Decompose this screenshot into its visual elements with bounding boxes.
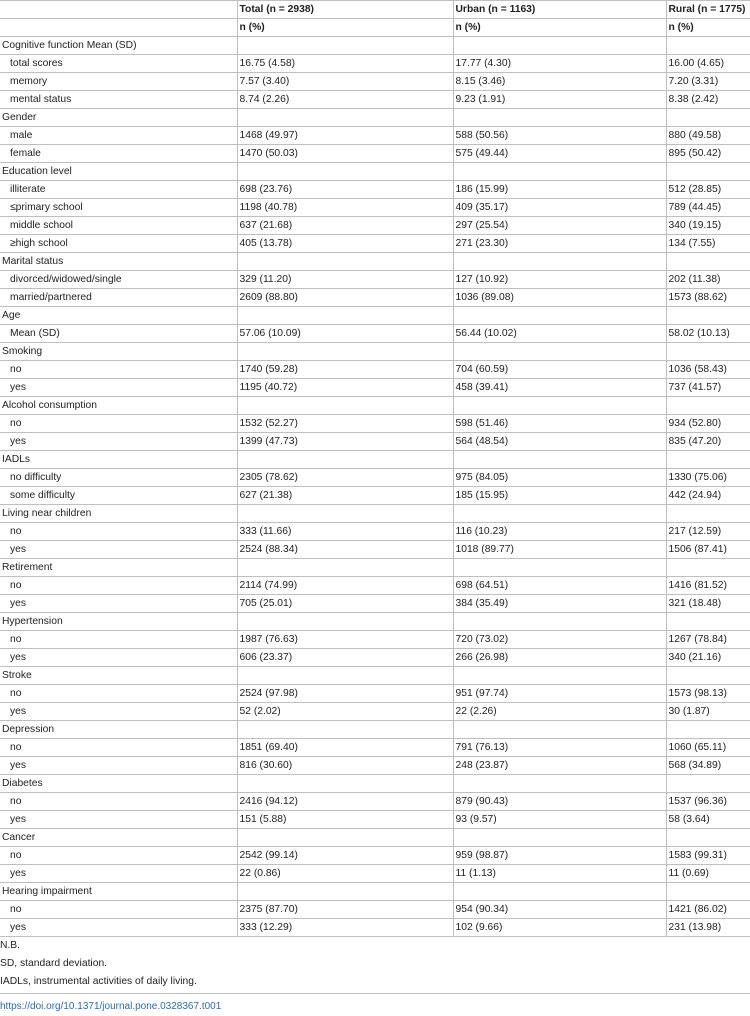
cell-total: 2416 (94.12) bbox=[237, 793, 453, 811]
cell-urban bbox=[453, 667, 666, 685]
row-label: no bbox=[0, 361, 237, 379]
cell-total bbox=[237, 829, 453, 847]
table-row bbox=[0, 271, 750, 289]
cell-rural bbox=[666, 667, 750, 685]
table-row bbox=[0, 91, 750, 109]
cell-rural: 789 (44.45) bbox=[666, 199, 750, 217]
table-group-row bbox=[0, 721, 750, 739]
group-label: Hearing impairment bbox=[0, 883, 237, 901]
cell-urban: 9.23 (1.91) bbox=[453, 91, 666, 109]
row-label: no bbox=[0, 901, 237, 919]
cell-total bbox=[237, 721, 453, 739]
cell-total: 52 (2.02) bbox=[237, 703, 453, 721]
cell-total bbox=[237, 775, 453, 793]
cell-total bbox=[237, 505, 453, 523]
cell-total bbox=[237, 109, 453, 127]
cell-total: 1470 (50.03) bbox=[237, 145, 453, 163]
cell-rural: 231 (13.98) bbox=[666, 919, 750, 937]
cell-rural: 11 (0.69) bbox=[666, 865, 750, 883]
table-row bbox=[0, 685, 750, 703]
cell-rural: 1583 (99.31) bbox=[666, 847, 750, 865]
cell-total: 698 (23.76) bbox=[237, 181, 453, 199]
table-row bbox=[0, 469, 750, 487]
group-label: Retirement bbox=[0, 559, 237, 577]
group-label: Smoking bbox=[0, 343, 237, 361]
row-label: some difficulty bbox=[0, 487, 237, 505]
cell-total bbox=[237, 613, 453, 631]
cell-total bbox=[237, 307, 453, 325]
cell-urban bbox=[453, 613, 666, 631]
table-row bbox=[0, 73, 750, 91]
cell-urban: 588 (50.56) bbox=[453, 127, 666, 145]
table-row bbox=[0, 289, 750, 307]
cell-rural bbox=[666, 883, 750, 901]
row-label: ≤primary school bbox=[0, 199, 237, 217]
cell-urban bbox=[453, 37, 666, 55]
note-sd: SD, standard deviation. bbox=[0, 958, 108, 969]
row-label: Mean (SD) bbox=[0, 325, 237, 343]
cell-rural bbox=[666, 343, 750, 361]
cell-urban: 1018 (89.77) bbox=[453, 541, 666, 559]
cell-urban: 951 (97.74) bbox=[453, 685, 666, 703]
row-label: male bbox=[0, 127, 237, 145]
cell-rural: 58.02 (10.13) bbox=[666, 325, 750, 343]
cell-urban: 720 (73.02) bbox=[453, 631, 666, 649]
table-row bbox=[0, 55, 750, 73]
cell-rural: 1573 (88.62) bbox=[666, 289, 750, 307]
cell-total: 1987 (76.63) bbox=[237, 631, 453, 649]
table-group-row bbox=[0, 397, 750, 415]
table-row bbox=[0, 901, 750, 919]
cell-urban bbox=[453, 253, 666, 271]
row-label: no bbox=[0, 739, 237, 757]
table-group-row bbox=[0, 505, 750, 523]
row-label: yes bbox=[0, 919, 237, 937]
cell-urban: 384 (35.49) bbox=[453, 595, 666, 613]
table-group-row bbox=[0, 667, 750, 685]
cell-rural: 895 (50.42) bbox=[666, 145, 750, 163]
cell-urban bbox=[453, 505, 666, 523]
cell-total: 329 (11.20) bbox=[237, 271, 453, 289]
cell-rural: 1506 (87.41) bbox=[666, 541, 750, 559]
cell-rural: 321 (18.48) bbox=[666, 595, 750, 613]
cell-total bbox=[237, 559, 453, 577]
cell-rural: 568 (34.89) bbox=[666, 757, 750, 775]
cell-urban: 954 (90.34) bbox=[453, 901, 666, 919]
cell-rural: 7.20 (3.31) bbox=[666, 73, 750, 91]
row-label: no bbox=[0, 415, 237, 433]
subheader-cell: n (%) bbox=[666, 19, 750, 37]
cell-total: 2524 (97.98) bbox=[237, 685, 453, 703]
cell-total: 151 (5.88) bbox=[237, 811, 453, 829]
table-row bbox=[0, 217, 750, 235]
cell-total bbox=[237, 253, 453, 271]
cell-total: 2375 (87.70) bbox=[237, 901, 453, 919]
cell-urban: 266 (26.98) bbox=[453, 649, 666, 667]
cell-total: 333 (12.29) bbox=[237, 919, 453, 937]
table-row bbox=[0, 127, 750, 145]
cell-urban: 791 (76.13) bbox=[453, 739, 666, 757]
cell-total: 1468 (49.97) bbox=[237, 127, 453, 145]
cell-total bbox=[237, 451, 453, 469]
row-label: yes bbox=[0, 703, 237, 721]
row-label: ≥high school bbox=[0, 235, 237, 253]
subheader-cell bbox=[0, 19, 237, 37]
cell-rural: 1036 (58.43) bbox=[666, 361, 750, 379]
cell-urban bbox=[453, 775, 666, 793]
row-label: married/partnered bbox=[0, 289, 237, 307]
table-row bbox=[0, 631, 750, 649]
cell-total: 1195 (40.72) bbox=[237, 379, 453, 397]
cell-urban: 698 (64.51) bbox=[453, 577, 666, 595]
group-label: Education level bbox=[0, 163, 237, 181]
table-row bbox=[0, 181, 750, 199]
cell-total: 627 (21.38) bbox=[237, 487, 453, 505]
cell-total: 22 (0.86) bbox=[237, 865, 453, 883]
cell-rural: 202 (11.38) bbox=[666, 271, 750, 289]
cell-urban: 975 (84.05) bbox=[453, 469, 666, 487]
cell-rural bbox=[666, 307, 750, 325]
table-group-row bbox=[0, 307, 750, 325]
cell-rural bbox=[666, 775, 750, 793]
cell-total: 1532 (52.27) bbox=[237, 415, 453, 433]
cell-urban: 116 (10.23) bbox=[453, 523, 666, 541]
cell-total: 2542 (99.14) bbox=[237, 847, 453, 865]
cell-rural bbox=[666, 721, 750, 739]
cell-total: 2114 (74.99) bbox=[237, 577, 453, 595]
table-row bbox=[0, 919, 750, 937]
row-label: yes bbox=[0, 379, 237, 397]
cell-urban: 598 (51.46) bbox=[453, 415, 666, 433]
cell-urban: 11 (1.13) bbox=[453, 865, 666, 883]
cell-rural: 835 (47.20) bbox=[666, 433, 750, 451]
row-label: total scores bbox=[0, 55, 237, 73]
cell-rural bbox=[666, 559, 750, 577]
row-label: memory bbox=[0, 73, 237, 91]
group-label: Cancer bbox=[0, 829, 237, 847]
row-label: middle school bbox=[0, 217, 237, 235]
cell-total: 8.74 (2.26) bbox=[237, 91, 453, 109]
cell-rural: 217 (12.59) bbox=[666, 523, 750, 541]
row-label: yes bbox=[0, 865, 237, 883]
cell-rural: 1573 (98.13) bbox=[666, 685, 750, 703]
subheader-cell: n (%) bbox=[237, 19, 453, 37]
row-label: yes bbox=[0, 757, 237, 775]
row-label: mental status bbox=[0, 91, 237, 109]
table-group-row bbox=[0, 613, 750, 631]
cell-urban bbox=[453, 343, 666, 361]
row-label: no bbox=[0, 685, 237, 703]
table-row bbox=[0, 577, 750, 595]
cell-total: 405 (13.78) bbox=[237, 235, 453, 253]
group-label: Gender bbox=[0, 109, 237, 127]
cell-urban: 127 (10.92) bbox=[453, 271, 666, 289]
cell-urban: 575 (49.44) bbox=[453, 145, 666, 163]
table-group-row bbox=[0, 559, 750, 577]
header-row bbox=[0, 1, 750, 19]
table-row bbox=[0, 379, 750, 397]
cell-total: 1399 (47.73) bbox=[237, 433, 453, 451]
row-label: female bbox=[0, 145, 237, 163]
cell-urban bbox=[453, 163, 666, 181]
cell-total: 7.57 (3.40) bbox=[237, 73, 453, 91]
cell-total bbox=[237, 37, 453, 55]
cell-rural: 512 (28.85) bbox=[666, 181, 750, 199]
cell-urban bbox=[453, 307, 666, 325]
cell-urban bbox=[453, 829, 666, 847]
table-row bbox=[0, 649, 750, 667]
header-cell bbox=[0, 1, 237, 19]
table-row bbox=[0, 325, 750, 343]
cell-rural: 934 (52.80) bbox=[666, 415, 750, 433]
table-row bbox=[0, 595, 750, 613]
cell-rural: 1421 (86.02) bbox=[666, 901, 750, 919]
cell-rural: 1060 (65.11) bbox=[666, 739, 750, 757]
cell-urban: 959 (98.87) bbox=[453, 847, 666, 865]
cell-rural: 442 (24.94) bbox=[666, 487, 750, 505]
header-total: Total (n = 2938) bbox=[237, 1, 453, 19]
table-body bbox=[0, 37, 750, 937]
group-label: Stroke bbox=[0, 667, 237, 685]
cell-urban: 704 (60.59) bbox=[453, 361, 666, 379]
subheader-row bbox=[0, 19, 750, 37]
cell-rural: 30 (1.87) bbox=[666, 703, 750, 721]
cell-rural bbox=[666, 505, 750, 523]
cell-total: 1198 (40.78) bbox=[237, 199, 453, 217]
table-group-row bbox=[0, 253, 750, 271]
cell-total: 333 (11.66) bbox=[237, 523, 453, 541]
cell-urban bbox=[453, 721, 666, 739]
cell-total: 2524 (88.34) bbox=[237, 541, 453, 559]
row-label: no bbox=[0, 523, 237, 541]
cell-rural bbox=[666, 829, 750, 847]
row-label: yes bbox=[0, 595, 237, 613]
cell-total: 57.06 (10.09) bbox=[237, 325, 453, 343]
cell-rural: 1330 (75.06) bbox=[666, 469, 750, 487]
cell-urban: 248 (23.87) bbox=[453, 757, 666, 775]
table-row bbox=[0, 811, 750, 829]
cell-urban bbox=[453, 559, 666, 577]
cell-rural: 134 (7.55) bbox=[666, 235, 750, 253]
cell-rural: 1537 (96.36) bbox=[666, 793, 750, 811]
table-row bbox=[0, 739, 750, 757]
group-label: Living near children bbox=[0, 505, 237, 523]
note-nb: N.B. bbox=[0, 940, 21, 951]
table-row bbox=[0, 199, 750, 217]
cell-urban: 8.15 (3.46) bbox=[453, 73, 666, 91]
cell-rural: 340 (21.16) bbox=[666, 649, 750, 667]
cell-total bbox=[237, 883, 453, 901]
cell-urban: 271 (23.30) bbox=[453, 235, 666, 253]
cell-total: 606 (23.37) bbox=[237, 649, 453, 667]
cell-total: 2305 (78.62) bbox=[237, 469, 453, 487]
table-group-row bbox=[0, 829, 750, 847]
cell-total bbox=[237, 163, 453, 181]
table-row bbox=[0, 361, 750, 379]
table-group-row bbox=[0, 451, 750, 469]
group-label: Alcohol consumption bbox=[0, 397, 237, 415]
cell-total: 637 (21.68) bbox=[237, 217, 453, 235]
cell-rural bbox=[666, 451, 750, 469]
group-label: Depression bbox=[0, 721, 237, 739]
cell-rural: 1416 (81.52) bbox=[666, 577, 750, 595]
cell-rural bbox=[666, 109, 750, 127]
cell-rural: 880 (49.58) bbox=[666, 127, 750, 145]
group-label: Marital status bbox=[0, 253, 237, 271]
table-row bbox=[0, 487, 750, 505]
table-group-row bbox=[0, 109, 750, 127]
cell-rural: 340 (19.15) bbox=[666, 217, 750, 235]
cell-urban: 409 (35.17) bbox=[453, 199, 666, 217]
table-row bbox=[0, 145, 750, 163]
cell-rural: 737 (41.57) bbox=[666, 379, 750, 397]
row-label: no bbox=[0, 577, 237, 595]
cell-rural: 16.00 (4.65) bbox=[666, 55, 750, 73]
group-label: Hypertension bbox=[0, 613, 237, 631]
cell-urban: 185 (15.95) bbox=[453, 487, 666, 505]
cell-rural bbox=[666, 163, 750, 181]
cell-urban: 22 (2.26) bbox=[453, 703, 666, 721]
cell-urban: 186 (15.99) bbox=[453, 181, 666, 199]
table-group-row bbox=[0, 37, 750, 55]
note-iadls: IADLs, instrumental activities of daily living. bbox=[0, 976, 197, 987]
table-row bbox=[0, 703, 750, 721]
cell-total bbox=[237, 343, 453, 361]
cell-urban: 17.77 (4.30) bbox=[453, 55, 666, 73]
table-group-row bbox=[0, 883, 750, 901]
cell-rural bbox=[666, 37, 750, 55]
cell-total: 705 (25.01) bbox=[237, 595, 453, 613]
cell-rural bbox=[666, 397, 750, 415]
cell-total: 816 (30.60) bbox=[237, 757, 453, 775]
cell-urban bbox=[453, 451, 666, 469]
table-row bbox=[0, 757, 750, 775]
row-label: illiterate bbox=[0, 181, 237, 199]
cell-urban: 93 (9.57) bbox=[453, 811, 666, 829]
table-notes bbox=[0, 937, 750, 1016]
cell-rural bbox=[666, 613, 750, 631]
cell-rural: 58 (3.64) bbox=[666, 811, 750, 829]
table-group-row bbox=[0, 163, 750, 181]
cell-urban: 56.44 (10.02) bbox=[453, 325, 666, 343]
table-row bbox=[0, 847, 750, 865]
table-row bbox=[0, 415, 750, 433]
cell-urban: 297 (25.54) bbox=[453, 217, 666, 235]
table-row bbox=[0, 523, 750, 541]
cell-total: 2609 (88.80) bbox=[237, 289, 453, 307]
table-group-row bbox=[0, 343, 750, 361]
table-row bbox=[0, 865, 750, 883]
row-label: no bbox=[0, 847, 237, 865]
header-rural: Rural (n = 1775) bbox=[666, 1, 750, 19]
table-row bbox=[0, 235, 750, 253]
cell-rural: 1267 (78.84) bbox=[666, 631, 750, 649]
cell-total bbox=[237, 667, 453, 685]
cell-urban bbox=[453, 397, 666, 415]
cell-urban: 1036 (89.08) bbox=[453, 289, 666, 307]
group-label: Cognitive function Mean (SD) bbox=[0, 37, 237, 55]
cell-total: 1740 (59.28) bbox=[237, 361, 453, 379]
row-label: no bbox=[0, 793, 237, 811]
group-label: IADLs bbox=[0, 451, 237, 469]
cell-total: 16.75 (4.58) bbox=[237, 55, 453, 73]
cell-rural: 8.38 (2.42) bbox=[666, 91, 750, 109]
header-urban: Urban (n = 1163) bbox=[453, 1, 666, 19]
subheader-cell: n (%) bbox=[453, 19, 666, 37]
row-label: yes bbox=[0, 649, 237, 667]
table-group-row bbox=[0, 775, 750, 793]
row-label: yes bbox=[0, 811, 237, 829]
doi-link[interactable]: https://doi.org/10.1371/journal.pone.0328367.t001 bbox=[0, 1001, 222, 1012]
table-row bbox=[0, 793, 750, 811]
cell-total: 1851 (69.40) bbox=[237, 739, 453, 757]
row-label: divorced/widowed/single bbox=[0, 271, 237, 289]
doi-line bbox=[0, 993, 750, 1016]
group-label: Age bbox=[0, 307, 237, 325]
cell-urban: 102 (9.66) bbox=[453, 919, 666, 937]
cell-urban: 458 (39.41) bbox=[453, 379, 666, 397]
cell-total bbox=[237, 397, 453, 415]
cell-rural bbox=[666, 253, 750, 271]
cell-urban bbox=[453, 109, 666, 127]
row-label: yes bbox=[0, 541, 237, 559]
table-row bbox=[0, 541, 750, 559]
cell-urban: 564 (48.54) bbox=[453, 433, 666, 451]
group-label: Diabetes bbox=[0, 775, 237, 793]
cell-urban: 879 (90.43) bbox=[453, 793, 666, 811]
row-label: no difficulty bbox=[0, 469, 237, 487]
row-label: no bbox=[0, 631, 237, 649]
table-row bbox=[0, 433, 750, 451]
row-label: yes bbox=[0, 433, 237, 451]
cell-urban bbox=[453, 883, 666, 901]
